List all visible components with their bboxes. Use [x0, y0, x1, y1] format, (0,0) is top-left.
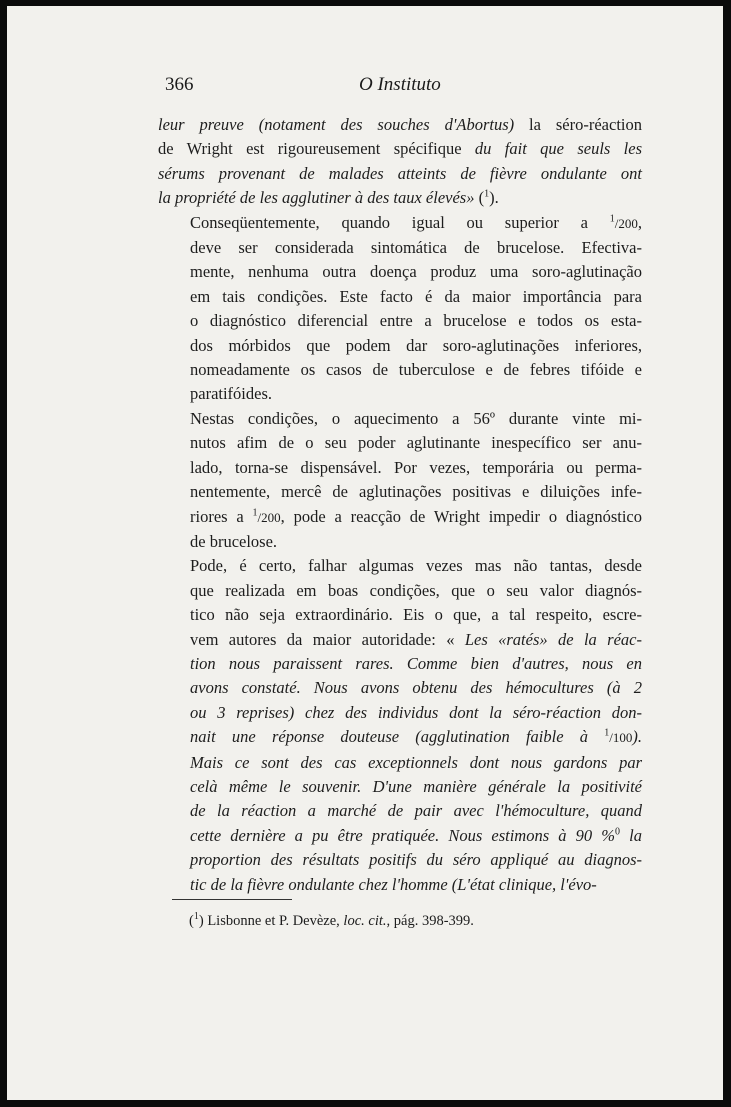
text-run: Conseqüentemente, quando igual ou superior a — [190, 212, 610, 232]
italic-text: avons constaté. Nous avons obtenu des hémocultures (à 2 — [190, 678, 642, 698]
text-line — [158, 505, 642, 530]
text-run: Lisbonne et P. Devèze, — [203, 913, 344, 929]
text-run: dos mórbidos que podem dar soro-aglutinações inferiores, — [190, 335, 642, 355]
text-run: /100 — [609, 730, 633, 746]
italic-text: celà même le souvenir. D'une manière générale la positivité — [190, 776, 642, 796]
text-run: ( — [474, 188, 485, 208]
text-line — [158, 652, 642, 676]
italic-text: proportion des résultats positifs du séro appliqué au diagnos- — [190, 850, 642, 870]
text-run: /200 — [614, 215, 638, 231]
italic-text: sérums provenant de malades atteints de fièvre ondulante ont — [158, 163, 642, 183]
text-line — [158, 799, 642, 823]
text-line — [158, 309, 642, 333]
text-line — [158, 334, 642, 358]
text-run: de Wright est rigoureusement spécifique — [158, 139, 475, 159]
text-line — [158, 676, 642, 700]
text-run: em tais condições. Este facto é da maior importância para — [190, 286, 642, 306]
paragraph — [158, 113, 642, 211]
paragraph — [158, 211, 642, 407]
paragraph — [158, 407, 642, 554]
paragraph — [158, 554, 642, 897]
text-line — [158, 725, 642, 750]
text-line — [158, 211, 642, 236]
italic-text: de la réaction a marché de pair avec l'hémoculture, quand — [190, 801, 642, 821]
text-line — [158, 186, 642, 210]
text-run: riores a — [190, 506, 253, 526]
text-run: que realizada em boas condições, que o seu valor diagnós- — [190, 580, 642, 600]
italic-text: nait une réponse douteuse (agglutination faible à — [190, 727, 605, 747]
text-line — [158, 431, 642, 455]
text-line — [158, 554, 642, 578]
text-line — [158, 480, 642, 504]
footnote: ($^1$) Lisbonne et P. Devèze, loc. cit., pág. 398-399. — [189, 911, 474, 929]
page-number: 366 — [165, 74, 194, 95]
superscript: 1 — [604, 727, 610, 739]
text-line — [158, 236, 642, 260]
text-line — [158, 407, 642, 431]
superscript: 1 — [609, 213, 615, 225]
italic-text: Les «ratés» de la réac- — [464, 629, 642, 649]
body-text — [158, 113, 642, 897]
text-line — [158, 456, 642, 480]
text-run: , — [637, 212, 642, 232]
text-run: Nestas condições, o aquecimento a 56º durante vinte mi- — [190, 408, 642, 428]
superscript: 0 — [615, 826, 621, 838]
text-run: paratifóides. — [190, 384, 273, 404]
text-run: la séro-réaction — [514, 115, 642, 134]
text-line — [158, 701, 642, 725]
text-run: tico não seja extraordinário. Eis o que, a tal respeito, escre- — [190, 605, 642, 625]
text-run: deve ser considerada sintomática de brucelose. Efectiva- — [190, 238, 642, 258]
text-line — [158, 775, 642, 799]
text-line — [158, 848, 642, 872]
italic-text: cette dernière a pu être pratiquée. Nous estimons à 90 % — [190, 825, 616, 845]
text-run: /200 — [257, 509, 281, 525]
italic-text: tion nous paraissent rares. Comme bien d'autres, nous en — [190, 653, 642, 673]
text-run: nutos afim de o seu poder aglutinante inespecífico ser anu- — [190, 433, 642, 453]
text-line — [158, 137, 642, 161]
text-line — [158, 579, 642, 603]
text-line — [158, 113, 642, 137]
italic-text: ou 3 reprises) chez des individus dont la séro-réaction don- — [190, 702, 642, 722]
page-header — [165, 74, 649, 102]
text-line — [158, 824, 642, 848]
text-run: , pág. 398-399. — [386, 913, 474, 929]
italic-text: leur preuve (notament des souches d'Abortus) — [158, 115, 515, 134]
text-line — [158, 628, 642, 652]
text-run: nentemente, mercê de aglutinações positivas e diluições infe- — [190, 482, 642, 502]
text-run: o diagnóstico diferencial entre a brucelose e todos os esta- — [190, 311, 642, 331]
running-head: O Instituto — [359, 74, 441, 95]
italic-text: ). — [632, 727, 642, 747]
text-line — [158, 873, 642, 897]
italic-text: la propriété de les agglutiner à des taux élevés» — [158, 188, 475, 208]
footnote-marker: 1 — [193, 911, 199, 923]
italic-text: du fait que seuls les — [474, 139, 643, 159]
text-run: ). — [489, 188, 499, 208]
text-run: lado, torna-se dispensável. Por vezes, temporária ou perma- — [190, 457, 642, 477]
text-run: vem autores da maior autoridade: « — [190, 629, 465, 649]
text-line — [158, 358, 642, 382]
italic-text: Mais ce sont des cas exceptionnels dont nous gardons par — [190, 752, 642, 772]
text-run: mente, nenhuma outra doença produz uma soro-aglutinação — [190, 262, 642, 282]
italic-text: loc. cit. — [343, 913, 387, 929]
text-run: de brucelose. — [190, 531, 278, 551]
superscript: 1 — [252, 507, 258, 518]
text-run: Pode, é certo, falhar algumas vezes mas não tantas, desde — [190, 556, 642, 576]
text-run: , pode a reacção de Wright impedir o diagnóstico — [280, 506, 642, 526]
text-line — [158, 382, 642, 406]
text-line — [158, 751, 642, 775]
text-line — [158, 603, 642, 627]
superscript: 1 — [484, 188, 490, 200]
text-line — [158, 260, 642, 284]
text-line — [158, 285, 642, 309]
italic-text: la — [620, 825, 642, 845]
text-line — [158, 162, 642, 186]
text-line — [158, 530, 642, 554]
footnote-rule — [172, 899, 292, 900]
italic-text: tic de la fièvre ondulante chez l'homme (L'état clinique, l'évo- — [190, 874, 597, 894]
text-run: nomeadamente os casos de tuberculose e de febres tifóide e — [190, 360, 642, 380]
